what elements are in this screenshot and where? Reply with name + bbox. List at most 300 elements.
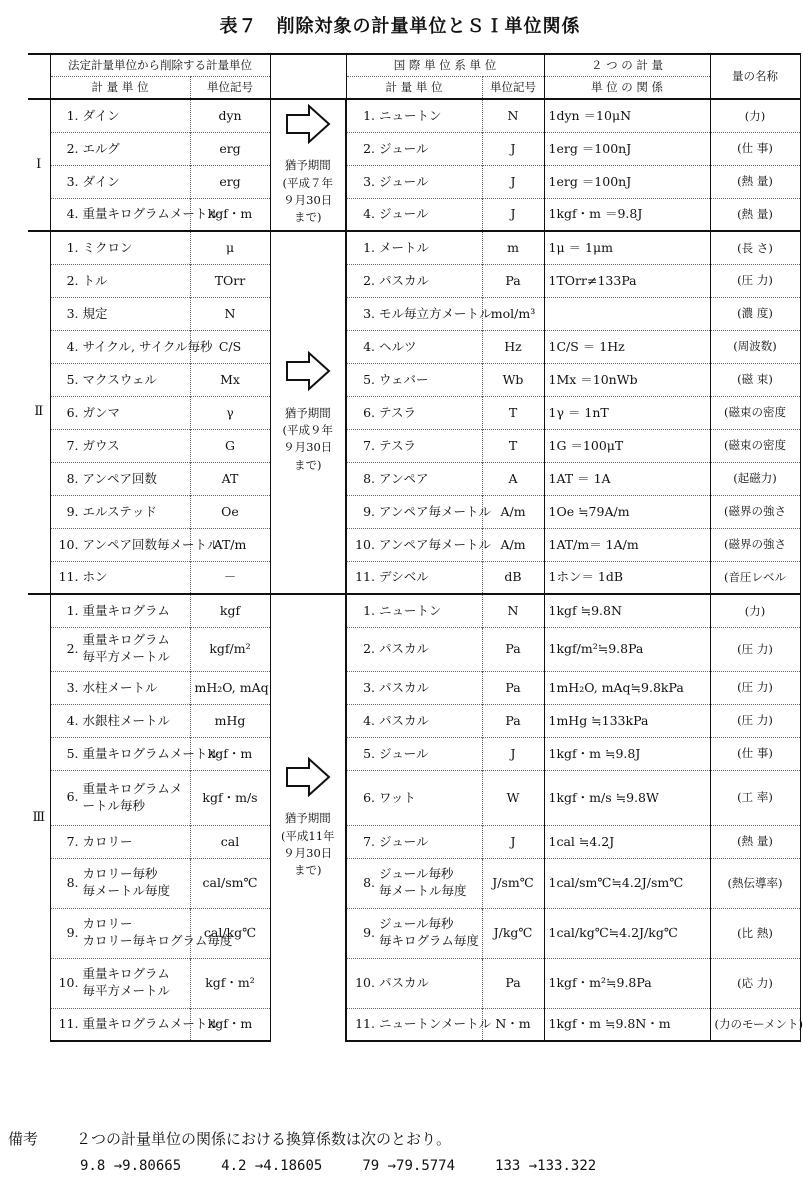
removed-unit-symbol: dyn [190,99,270,132]
unit-relation: 1AT/m＝ 1A/m [544,528,710,561]
row-number: 6. [66,404,79,420]
si-unit-name [346,396,482,429]
row-number: 10. [58,536,79,552]
si-unit-symbol: mol/m³ [482,297,544,330]
header-relation-sub: 単 位 の 関 係 [544,77,710,100]
si-name-text: ワット [379,789,416,805]
section-label: Ⅲ [28,594,50,1041]
removed-unit-symbol: μ [190,231,270,264]
quantity-name: (濃 度) [710,297,800,330]
right-arrow-icon [275,351,342,395]
row-number: 8. [66,470,79,486]
unit-relation: 1ホン＝ 1dB [544,561,710,594]
si-unit-symbol: Hz [482,330,544,363]
si-unit-name [346,165,482,198]
quantity-name: (音圧レベル [710,561,800,594]
si-unit-name [346,99,482,132]
unit-name-text: アンペア回数毎メートル [82,536,220,552]
row-number: 8. [363,874,375,890]
si-name-text: ジュール [379,745,429,761]
si-unit-symbol: m [482,231,544,264]
removed-unit-name [50,958,190,1008]
table-row [28,264,800,297]
grace-period-text: (平成７年 [282,175,333,190]
removed-unit-symbol: N [190,297,270,330]
row-number: 1. [66,239,79,255]
table-row [28,198,800,231]
grace-period-text: まで) [294,457,322,472]
quantity-name: (力) [710,594,800,627]
header-unit-symbol: 単位記号 [190,77,270,100]
si-unit-symbol: A/m [482,528,544,561]
removed-unit-name [50,462,190,495]
table-row [28,462,800,495]
removed-unit-name [50,737,220,770]
grace-period-text: (平成９年 [282,423,333,438]
grace-period-text: 猶予期間 [284,811,331,826]
row-number: 10. [355,975,375,991]
table-row [28,671,800,704]
si-name-text: ジュール [379,173,429,189]
table-row [28,297,800,330]
si-name-line: 毎キログラム毎度 [379,933,479,948]
si-name-lines [379,866,467,900]
row-number: 1. [66,602,79,618]
si-name-text: ジュール [379,140,429,156]
unit-name-line: 毎平方メートル [82,983,171,998]
grace-period-text: まで) [294,210,322,225]
corner-cell [28,54,50,77]
si-unit-name [346,363,482,396]
quantity-name: (磁束の密度 [710,396,800,429]
row-number: 6. [363,404,375,420]
si-unit-name [346,561,482,594]
unit-relation: 1kgf・m/s ≒9.8W [544,770,710,825]
table-row [28,770,800,825]
si-name-text: パスカル [379,679,430,695]
unit-name-text: ダイン [82,107,120,123]
unit-relation: 1kgf・m²≒9.8Pa [544,958,710,1008]
si-name-line: ジュール毎秒 [379,916,454,932]
removed-unit-name [50,429,190,462]
removed-unit-name [50,330,213,363]
removed-unit-symbol: kgf [190,594,270,627]
si-unit-name [346,132,482,165]
quantity-name: (仕 事) [710,132,800,165]
si-unit-symbol: T [482,396,544,429]
row-number: 4. [363,206,375,222]
unit-name-text: トル [82,272,108,288]
unit-name-text: 重量キログラム [82,602,170,618]
si-unit-name [346,462,482,495]
row-number: 9. [66,924,79,940]
table-row [28,1008,800,1041]
unit-name-line: 毎平方メートル [82,649,171,664]
conversion-factor: 9.8 →9.80665 [80,1158,182,1174]
table-row [28,737,800,770]
removed-unit-symbol: erg [190,132,270,165]
row-number: 2. [363,272,375,288]
removed-unit-name [50,495,190,528]
removed-unit-name [50,165,190,198]
si-unit-name [346,671,482,704]
quantity-name: (熱 量) [710,198,800,231]
si-unit-name [346,495,492,528]
quantity-name: (長 さ) [710,231,800,264]
si-name-text: テスラ [379,437,417,453]
quantity-name: (周波数) [710,330,800,363]
unit-name-text: 規定 [82,305,108,321]
remarks-text: ２つの計量単位の関係における換算係数は次のとおり。 [76,1130,452,1148]
removed-unit-name [50,858,190,908]
unit-name-text: ミクロン [82,239,133,255]
si-name-text: デシベル [379,569,429,585]
si-unit-name [346,594,482,627]
removed-unit-symbol: mHg [190,704,270,737]
si-unit-name [346,264,482,297]
si-unit-symbol: A [482,462,544,495]
si-name-text: ニュートン [379,107,442,123]
unit-name-lines [83,866,171,900]
si-unit-symbol: N [482,99,544,132]
unit-relation: 1cal/sm℃≒4.2J/sm℃ [544,858,710,908]
unit-name-line: カロリー毎キログラム毎度 [82,933,233,948]
quantity-name: (力のモーメント) [710,1008,800,1041]
unit-name-text: 水銀柱メートル [82,712,171,728]
table-row [28,825,800,858]
unit-relation: 1kgf・m ≒9.8J [544,737,710,770]
row-number: 4. [363,712,375,728]
row-number: 2. [363,140,375,156]
si-unit-symbol: Pa [482,958,544,1008]
si-unit-symbol: J [482,825,544,858]
unit-relation: 1cal ≒4.2J [544,825,710,858]
row-number: 1. [363,602,375,618]
unit-name-text: ガウス [82,437,120,453]
si-unit-symbol: N・m [482,1008,544,1041]
row-number: 7. [363,437,375,453]
si-unit-symbol: Pa [482,704,544,737]
row-number: 4. [66,338,79,354]
si-name-text: メートル [379,239,430,255]
row-number: 11. [58,1016,79,1032]
unit-relation: 1Mx ＝10nWb [544,363,710,396]
header-quantity: 量の名称 [710,54,800,99]
quantity-name: (圧 力) [710,264,800,297]
row-number: 9. [363,503,375,519]
si-unit-name [346,297,492,330]
table-row [28,99,800,132]
unit-name-lines [83,966,171,1000]
si-unit-symbol: W [482,770,544,825]
removed-unit-name [50,671,190,704]
quantity-name: (磁界の強さ [710,495,800,528]
si-unit-name [346,198,482,231]
corner-cell [28,77,50,100]
unit-name-text: ホン [82,569,108,585]
row-number: 9. [363,924,375,940]
quantity-name: (磁界の強さ [710,528,800,561]
si-unit-name [346,825,482,858]
transition-arrow-cell [270,594,346,1041]
removed-unit-name [50,704,190,737]
header-relation: ２ つ の 計 量 [544,54,710,77]
quantity-name: (磁 束) [710,363,800,396]
row-number: 2. [363,641,375,657]
table-row [28,132,800,165]
quantity-name: (磁束の密度 [710,429,800,462]
unit-relation: 1kgf/m²≒9.8Pa [544,627,710,671]
si-unit-symbol: dB [482,561,544,594]
unit-relation: 1AT ＝ 1A [544,462,710,495]
quantity-name: (熱伝導率) [710,858,800,908]
si-unit-symbol: N [482,594,544,627]
removed-unit-symbol: cal [190,825,270,858]
unit-relation: 1cal/kg℃≒4.2J/kg℃ [544,908,710,958]
removed-unit-symbol: kgf・m² [190,958,270,1008]
si-unit-name [346,627,482,671]
row-number: 9. [66,503,79,519]
quantity-name: (圧 力) [710,671,800,704]
grace-period-text: 猶予期間 [284,405,331,420]
table-row [28,495,800,528]
removed-unit-symbol: kgf/m² [190,627,270,671]
grace-period-text: まで) [294,863,322,878]
unit-name-text: マクスウェル [82,371,157,387]
removed-unit-name [50,363,190,396]
transition-arrow-cell [270,99,346,231]
unit-relation: 1mH₂O, mAq≒9.8kPa [544,671,710,704]
table-row [28,594,800,627]
removed-unit-name [50,132,190,165]
row-number: 11. [355,1016,375,1032]
unit-name-text: 水柱メートル [82,679,158,695]
quantity-name: (力) [710,99,800,132]
unit-relation: 1Oe ≒79A/m [544,495,710,528]
transition-arrow-cell [270,231,346,594]
si-unit-symbol: Pa [482,671,544,704]
unit-name-line: ートル毎秒 [82,797,146,813]
unit-name-text: ダイン [82,173,120,189]
row-number: 3. [66,679,79,695]
row-number: 3. [363,305,375,321]
section-label: Ⅰ [28,99,50,231]
removed-unit-symbol: cal/sm℃ [190,858,270,908]
remarks-label: 備考 [8,1130,39,1148]
row-number: 5. [66,371,79,387]
si-name-text: アンペア [379,470,429,486]
header-unit-name: 計 量 単 位 [50,77,190,100]
removed-unit-symbol: γ [190,396,270,429]
si-name-text: モル毎立方メートル [379,305,492,321]
table-row [28,429,800,462]
si-name-text: パスカル [379,712,430,728]
si-name-text: ニュートンメートル [379,1016,492,1032]
section-label: Ⅱ [28,231,50,594]
si-name-text: ジュール [379,833,429,849]
removed-unit-symbol: － [190,561,270,594]
row-number: 3. [363,679,375,695]
removed-unit-symbol: C/S [190,330,270,363]
unit-relation: 1kgf・m ≒9.8N・m [544,1008,710,1041]
unit-name-text: 重量キログラムメートル [82,206,220,222]
table-row [28,231,800,264]
row-number: 5. [363,745,375,761]
si-unit-symbol: Pa [482,264,544,297]
table-row [28,165,800,198]
removed-unit-symbol: AT [190,462,270,495]
removed-unit-name [50,231,190,264]
removed-unit-symbol: cal/kg℃ [190,908,270,958]
unit-name-text: 重量キログラムメートル [82,745,220,761]
row-number: 11. [355,569,375,585]
si-name-text: ヘルツ [379,338,417,354]
right-arrow-icon [275,104,342,148]
row-number: 1. [66,107,79,123]
si-unit-name [346,330,482,363]
row-number: 2. [66,640,79,656]
header-si-unit-symbol: 単位記号 [482,77,544,100]
conversion-factors [80,1158,798,1174]
page-title: 表７ 削除対象の計量単位とＳＩ単位関係 [219,16,581,37]
row-number: 6. [66,789,79,804]
removed-unit-name [50,264,190,297]
si-unit-symbol: J/kg℃ [482,908,544,958]
quantity-name: (応 力) [710,958,800,1008]
unit-name-lines [83,781,183,815]
removed-unit-symbol: AT/m [190,528,270,561]
row-number: 6. [363,789,375,805]
unit-relation: 1kgf・m ＝9.8J [544,198,710,231]
si-unit-name [346,770,482,825]
table-row [28,396,800,429]
unit-relation: 1dyn ＝10μN [544,99,710,132]
unit-relation: 1erg ＝100nJ [544,132,710,165]
removed-unit-symbol: erg [190,165,270,198]
row-number: 11. [58,569,79,585]
header-removed-units: 法定計量単位から削除する計量単位 [50,54,270,77]
si-name-line: 毎メートル毎度 [379,883,467,898]
grace-period-text: (平成11年 [280,828,335,843]
si-unit-symbol: T [482,429,544,462]
si-unit-symbol: J/sm℃ [482,858,544,908]
row-number: 5. [363,371,375,387]
removed-unit-name [50,396,190,429]
si-unit-name [346,858,482,908]
grace-period-text: ９月30日 [283,440,333,455]
si-name-text: アンペア毎メートル [379,536,492,552]
unit-name-text: サイクル, サイクル毎秒 [82,338,213,354]
si-unit-symbol: A/m [482,495,544,528]
removed-unit-name [50,99,190,132]
si-name-text: パスカル [379,641,430,657]
si-unit-symbol: Wb [482,363,544,396]
conversion-factor: 4.2 →4.18605 [221,1158,323,1174]
si-name-lines [379,916,479,950]
removed-unit-name [50,770,190,825]
row-number: 1. [363,239,375,255]
removed-unit-name [50,297,190,330]
unit-name-line: カロリー [82,916,133,932]
header-si-units: 国 際 単 位 系 単 位 [346,54,544,77]
unit-name-text: ガンマ [82,404,121,420]
unit-name-line: 毎メートル毎度 [82,883,171,898]
unit-relation: 1erg ＝100nJ [544,165,710,198]
row-number: 4. [66,206,79,222]
si-unit-name [346,958,482,1008]
row-number: 2. [66,140,79,156]
unit-relation: 1TOrr≠133Pa [544,264,710,297]
quantity-name: (圧 力) [710,704,800,737]
unit-name-line: 重量キログラム [82,632,170,648]
unit-relation: 1mHg ≒133kPa [544,704,710,737]
si-unit-symbol: Pa [482,627,544,671]
row-number: 4. [66,712,79,728]
unit-relation: 1kgf ≒9.8N [544,594,710,627]
removed-unit-symbol: kgf・m [190,737,270,770]
quantity-name: (熱 量) [710,825,800,858]
table-row [28,330,800,363]
table-row [28,561,800,594]
quantity-name: (熱 量) [710,165,800,198]
row-number: 8. [363,470,375,486]
grace-period-text: ９月30日 [283,845,333,860]
removed-unit-name [50,1008,220,1041]
unit-relation [544,297,710,330]
removed-unit-symbol: TOrr [190,264,270,297]
table-row [28,704,800,737]
row-number: 3. [363,173,375,189]
table-row [28,363,800,396]
table-row [28,627,800,671]
row-number: 2. [66,272,79,288]
unit-name-text: エルステッド [82,503,157,519]
removed-unit-name [50,561,190,594]
unit-name-text: エルグ [82,140,120,156]
unit-relation: 1μ ＝ 1μm [544,231,710,264]
row-number: 8. [66,874,79,890]
removed-unit-symbol: Oe [190,495,270,528]
unit-name-line: カロリー毎秒 [82,866,158,882]
unit-conversion-table [28,53,801,1042]
conversion-factor: 79 →79.5774 [362,1158,456,1174]
row-number: 10. [58,974,79,990]
row-number: 7. [66,437,79,453]
si-name-text: アンペア毎メートル [379,503,492,519]
header-si-unit-name: 計 量 単 位 [346,77,482,100]
removed-unit-name [50,627,190,671]
si-name-text: ニュートン [379,602,442,618]
grace-period-text: 猶予期間 [284,158,331,173]
removed-unit-name [50,825,190,858]
unit-relation: 1γ ＝ 1nT [544,396,710,429]
row-number: 5. [66,745,79,761]
si-name-text: ジュール [379,206,429,222]
unit-name-line: 重量キログラム [82,966,170,982]
conversion-factor: 133 →133.322 [495,1158,597,1174]
quantity-name: (起磁力) [710,462,800,495]
unit-relation: 1C/S ＝ 1Hz [544,330,710,363]
si-unit-name [346,231,482,264]
si-unit-name [346,908,482,958]
row-number: 7. [363,833,375,849]
si-unit-name [346,429,482,462]
unit-name-text: アンペア回数 [82,470,158,486]
quantity-name: (仕 事) [710,737,800,770]
grace-period-text: ９月30日 [283,192,333,207]
quantity-name: (圧 力) [710,627,800,671]
quantity-name: (比 熱) [710,908,800,958]
